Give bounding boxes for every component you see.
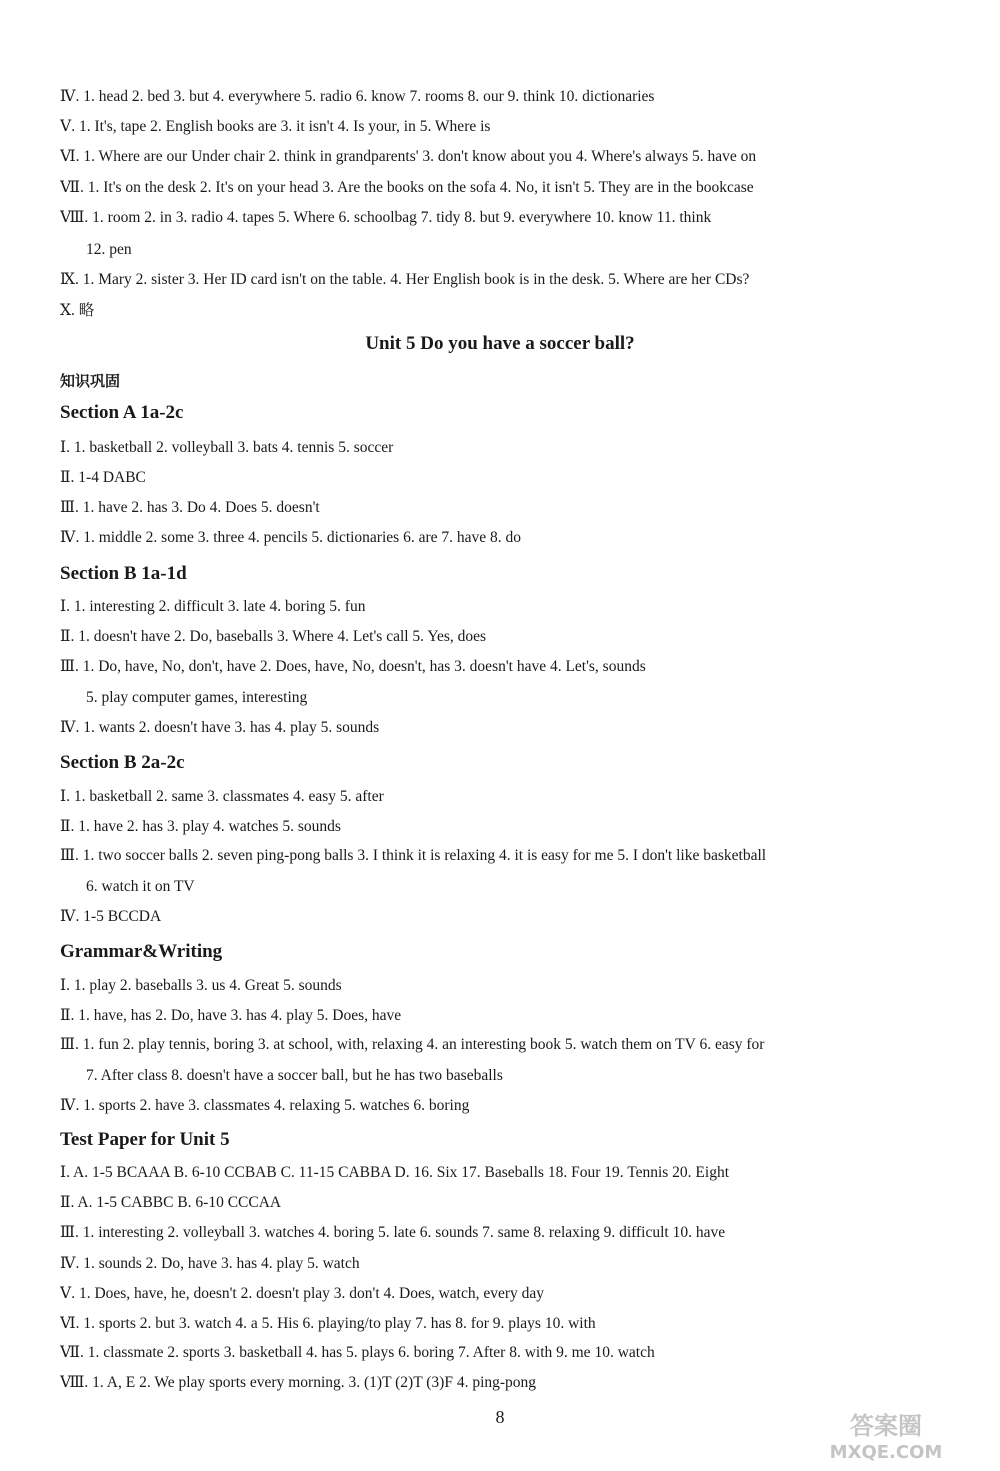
answer-line: Ⅷ. 1. A, E 2. We play sports every morning. 3. (1)T (2)T (3)F 4. ping-pong: [60, 1374, 537, 1391]
answer-line: Ⅵ. 1. Where are our Under chair 2. think in grandparents' 3. don't know about you 4. Where's always 5. have on: [60, 148, 757, 165]
answer-line: Ⅲ. 1. fun 2. play tennis, boring 3. at school, with, relaxing 4. an interesting book 5. watch them on TV 6. easy for: [60, 1036, 765, 1053]
page-number: 8: [495, 1407, 505, 1427]
answer-line: Ⅱ. 1. have, has 2. Do, have 3. has 4. play 5. Does, have: [60, 1007, 402, 1024]
answer-line: Ⅲ. 1. have 2. has 3. Do 4. Does 5. doesn't: [60, 499, 320, 516]
answer-line: Ⅱ. 1-4 DABC: [60, 469, 146, 486]
section-heading: Grammar&Writing: [60, 941, 223, 962]
answer-line: Ⅹ. 略: [60, 302, 95, 319]
answer-line: Ⅰ. 1. interesting 2. difficult 3. late 4. boring 5. fun: [60, 598, 366, 615]
answer-line: Ⅳ. 1. middle 2. some 3. three 4. pencils 5. dictionaries 6. are 7. have 8. do: [60, 529, 521, 546]
answer-line: 7. After class 8. doesn't have a soccer ball, but he has two baseballs: [86, 1067, 503, 1084]
answer-line: Ⅱ. A. 1-5 CABBC B. 6-10 CCCAA: [60, 1194, 282, 1211]
answer-line: 5. play computer games, interesting: [86, 689, 308, 706]
unit-title: Unit 5 Do you have a soccer ball?: [365, 333, 635, 354]
answer-line: Ⅰ. 1. play 2. baseballs 3. us 4. Great 5. sounds: [60, 977, 342, 994]
answer-line: Ⅲ. 1. two soccer balls 2. seven ping-pong balls 3. I think it is relaxing 4. it is easy for me 5. I don't like basketball: [60, 847, 767, 864]
watermark-logo: [786, 1408, 986, 1464]
section-heading: Test Paper for Unit 5: [60, 1129, 230, 1150]
svg-text:答案圈: 答案圈: [850, 1412, 922, 1440]
answer-line: Ⅱ. 1. doesn't have 2. Do, baseballs 3. Where 4. Let's call 5. Yes, does: [60, 628, 487, 645]
answer-line: Ⅳ. 1-5 BCCDA: [60, 908, 162, 925]
answer-line: Ⅲ. 1. Do, have, No, don't, have 2. Does, have, No, doesn't, has 3. doesn't have 4. Let's, sounds: [60, 658, 646, 675]
answer-line: Ⅷ. 1. room 2. in 3. radio 4. tapes 5. Where 6. schoolbag 7. tidy 8. but 9. everywhere 10. know 11. think: [60, 209, 712, 226]
answer-line: Ⅴ. 1. It's, tape 2. English books are 3. it isn't 4. Is your, in 5. Where is: [60, 118, 491, 135]
answer-line: Ⅳ. 1. wants 2. doesn't have 3. has 4. play 5. sounds: [60, 719, 380, 736]
answer-line: Ⅰ. A. 1-5 BCAAA B. 6-10 CCBAB C. 11-15 CABBA D. 16. Six 17. Baseballs 18. Four 19. Tennis 20. Eight: [60, 1164, 730, 1181]
answer-line: Ⅸ. 1. Mary 2. sister 3. Her ID card isn't on the table. 4. Her English book is in the desk. 5. Where are her CDs?: [60, 271, 750, 288]
answer-line: Ⅱ. 1. have 2. has 3. play 4. watches 5. sounds: [60, 818, 341, 835]
answer-line: Ⅲ. 1. interesting 2. volleyball 3. watches 4. boring 5. late 6. sounds 7. same 8. relaxing 9. difficult 10. have: [60, 1224, 726, 1241]
answer-line: 6. watch it on TV: [86, 878, 195, 895]
answer-line: Ⅳ. 1. head 2. bed 3. but 4. everywhere 5. radio 6. know 7. rooms 8. our 9. think 10. dictionaries: [60, 88, 655, 105]
answer-line: Ⅳ. 1. sounds 2. Do, have 3. has 4. play 5. watch: [60, 1255, 360, 1272]
section-heading: Section B 2a-2c: [60, 752, 185, 773]
answer-line: Ⅰ. 1. basketball 2. volleyball 3. bats 4. tennis 5. soccer: [60, 439, 394, 456]
knowledge-label: 知识巩固: [60, 372, 121, 390]
answer-line: Ⅶ. 1. classmate 2. sports 3. basketball 4. has 5. plays 6. boring 7. After 8. with 9. me 10. watch: [60, 1344, 655, 1361]
section-heading: Section A 1a-2c: [60, 402, 184, 423]
answer-line: Ⅶ. 1. It's on the desk 2. It's on your head 3. Are the books on the sofa 4. No, it isn't 5. They are in the bookcase: [60, 179, 754, 196]
svg-text:MXQE.COM: MXQE.COM: [829, 1442, 943, 1463]
answer-line: Ⅳ. 1. sports 2. have 3. classmates 4. relaxing 5. watches 6. boring: [60, 1097, 470, 1114]
answer-line: Ⅵ. 1. sports 2. but 3. watch 4. a 5. His 6. playing/to play 7. has 8. for 9. plays 10. with: [60, 1315, 596, 1332]
answer-line: Ⅰ. 1. basketball 2. same 3. classmates 4. easy 5. after: [60, 788, 384, 805]
section-heading: Section B 1a-1d: [60, 563, 187, 584]
answer-line: Ⅴ. 1. Does, have, he, doesn't 2. doesn't play 3. don't 4. Does, watch, every day: [60, 1285, 545, 1302]
answer-line: 12. pen: [86, 241, 132, 258]
